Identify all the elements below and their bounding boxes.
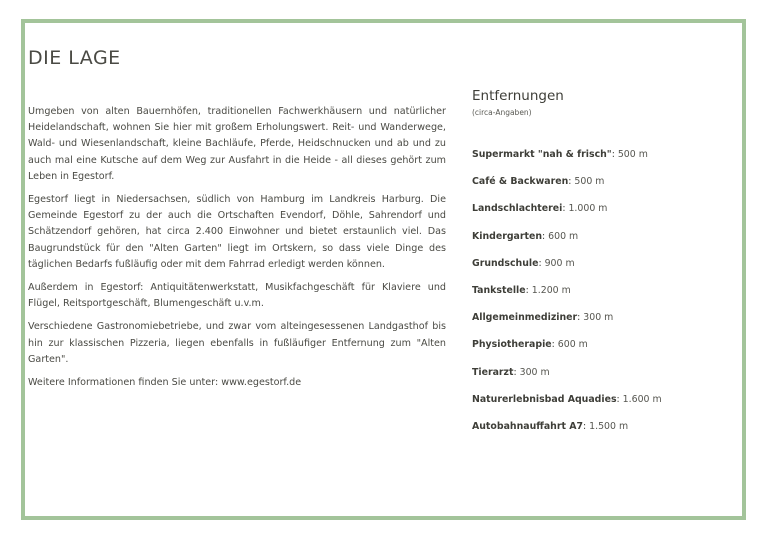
distance-name: Tankstelle xyxy=(472,284,526,296)
distance-name: Physiotherapie xyxy=(472,339,552,351)
distance-name: Grundschule xyxy=(472,257,539,269)
distance-item: Autobahnauffahrt A7: 1.500 m xyxy=(472,420,629,432)
distance-value: 1.500 m xyxy=(589,420,629,432)
paragraph-gastronomy: Verschiedene Gastronomiebetriebe, und zwar vom alteingesessenen Landgasthof bis hin zur klassischen Pizzeria, liegen ebenfalls in fußläufiger Entfernung zum "Alten Garten". xyxy=(28,321,446,365)
distance-item: Landschlachterei: 1.000 m xyxy=(472,203,608,215)
distance-item: Naturerlebnisbad Aquadies: 1.600 m xyxy=(472,393,662,405)
distances-heading: Entfernungen xyxy=(472,88,564,104)
distances-list xyxy=(472,141,662,440)
distance-value: 900 m xyxy=(544,257,575,269)
paragraph-shops: Außerdem in Egestorf: Antiquitätenwerkstatt, Musikfachgeschäft für Klaviere und Flügel, Reitsportgeschäft, Blumengeschäft u.v.m. xyxy=(28,282,446,310)
paragraph-more-info: Weitere Informationen finden Sie unter: www.egestorf.de xyxy=(28,377,302,389)
distance-value: 300 m xyxy=(519,366,550,378)
distance-name: Supermarkt "nah & frisch" xyxy=(472,149,612,160)
distance-name: Kindergarten xyxy=(472,230,543,242)
distance-item: Kindergarten: 600 m xyxy=(472,230,579,242)
distance-item: Tankstelle: 1.200 m xyxy=(472,284,571,296)
distance-value: 500 m xyxy=(617,149,648,160)
distance-value: 1.000 m xyxy=(568,203,608,215)
distance-value: 600 m xyxy=(548,230,579,242)
distance-item: Allgemeinmediziner: 300 m xyxy=(472,312,614,324)
distance-name: Allgemeinmediziner xyxy=(472,312,578,324)
distance-item: Supermarkt "nah & frisch": 500 m xyxy=(472,149,648,160)
distance-name: Naturerlebnisbad Aquadies xyxy=(472,393,617,405)
distance-item: Tierarzt: 300 m xyxy=(472,366,550,378)
distance-value: 600 m xyxy=(557,339,588,351)
description-column xyxy=(28,104,446,398)
distance-value: 300 m xyxy=(583,312,614,324)
distances-subheading: (circa-Angaben) xyxy=(472,108,532,117)
distance-item: Physiotherapie: 600 m xyxy=(472,339,588,351)
distance-value: 1.600 m xyxy=(622,393,662,405)
distance-value: 1.200 m xyxy=(531,284,571,296)
distance-value: 500 m xyxy=(574,176,605,188)
distance-name: Tierarzt xyxy=(472,366,514,378)
distance-item: Café & Backwaren: 500 m xyxy=(472,176,605,188)
page-title: DIE LAGE xyxy=(28,47,121,69)
paragraph-landscape: Umgeben von alten Bauernhöfen, traditionellen Fachwerkhäusern und natürlicher Heidelandschaft, wohnen Sie hier mit großem Erholungswert. Reit- und Wanderwege, Wald- und Wiesenlandschaft, kleine Bachläufe, Pferde, Heidschnucken und ab und zu auch mal eine Kutsche auf dem Weg zur Ausfahrt in die Heide - all dieses gehört zum Leben in Egestorf. xyxy=(28,106,446,182)
distance-name: Autobahnauffahrt A7 xyxy=(472,420,583,432)
distance-item: Grundschule: 900 m xyxy=(472,257,575,269)
distance-name: Café & Backwaren xyxy=(472,176,569,188)
distance-name: Landschlachterei xyxy=(472,203,563,215)
paragraph-location: Egestorf liegt in Niedersachsen, südlich von Hamburg im Landkreis Harburg. Die Gemeinde Egestorf zu der auch die Ortschaften Evendorf, Döhle, Sahrendorf und Schätzendorf gehören, hat circa 2.400 Einwohner und bietet erstaunlich viel. Das Baugrundstück für den "Alten Garten" liegt im Ortskern, so dass viele Dinge des täglichen Bedarfs fußläufig oder mit dem Fahrrad erledigt werden können. xyxy=(28,194,446,270)
